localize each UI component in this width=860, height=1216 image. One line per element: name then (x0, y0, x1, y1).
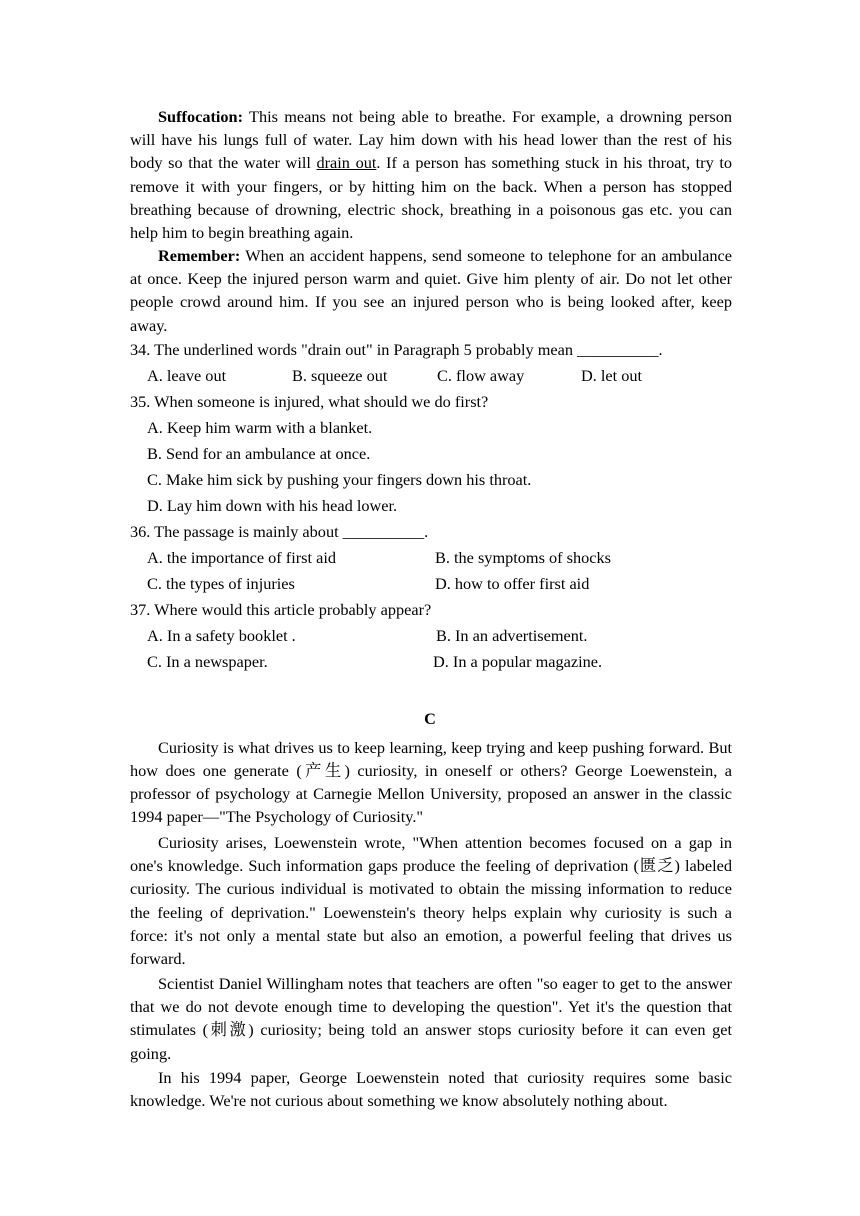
q37-option-b: B. In an advertisement. (436, 626, 588, 645)
q36-option-d: D. how to offer first aid (435, 574, 590, 593)
remember-paragraph (130, 244, 732, 337)
q37-option-d: D. In a popular magazine. (433, 652, 603, 671)
question-37-stem: 37. Where would this article probably appear? (130, 600, 432, 619)
underlined-drain-out: drain out (316, 153, 377, 173)
q36-option-a: A. the importance of first aid (147, 548, 336, 567)
q36-option-c: C. the types of injuries (147, 574, 295, 593)
section-c-paragraph-4: In his 1994 paper, George Loewenstein noted that curiosity requires some basic knowledge. We're not curious about something we know absolutely nothing about. (130, 1068, 732, 1111)
remember-label: Remember: (158, 246, 241, 265)
q35-option-a: A. Keep him warm with a blanket. (147, 418, 373, 437)
q36-option-b: B. the symptoms of shocks (435, 548, 611, 567)
section-c-paragraph-3: Scientist Daniel Willingham notes that teachers are often "so eager to get to the answer that we do not devote enough time to developing the question". Yet it's the question that stimulates (刺激) curiosity; being told an answer stops curiosity before it can even get going. (130, 974, 732, 1063)
question-34-stem: 34. The underlined words "drain out" in Paragraph 5 probably mean __________. (130, 340, 663, 359)
section-c-paragraph-1: Curiosity is what drives us to keep learning, keep trying and keep pushing forward. But how does one generate (产生) curiosity, in oneself or others? George Loewenstein, a professor of psychology at Carnegie Mellon University, proposed an answer in the classic 1994 paper—"The Psychology of Curiosity." (130, 738, 732, 826)
q35-option-d: D. Lay him down with his head lower. (147, 496, 398, 515)
q34-option-b: B. squeeze out (292, 366, 388, 385)
q34-option-a: A. leave out (147, 366, 227, 385)
suffocation-paragraph (130, 105, 732, 244)
q34-option-c: C. flow away (437, 366, 525, 385)
question-36-stem: 36. The passage is mainly about __________. (130, 522, 429, 541)
suffocation-text-after: . If a person has something stuck in his throat, try to remove it with your fingers, or by hitting him on the back. When a person has stopped breathing because of drowning, electric shock, breathing in a poisonous gas etc. you can help him to begin breathing again. (130, 153, 733, 243)
question-35-stem: 35. When someone is injured, what should we do first? (130, 392, 489, 411)
section-c-heading: C (424, 709, 436, 728)
q34-option-d: D. let out (581, 366, 643, 385)
suffocation-label: Suffocation: (158, 107, 244, 126)
section-c-paragraph-2: Curiosity arises, Loewenstein wrote, "When attention becomes focused on a gap in one's knowledge. Such information gaps produce the feeling of deprivation (匮乏) labeled curiosity. The curious individual is motivated to obtain the missing information to reduce the feeling of deprivation." Loewenstein's theory helps explain why curiosity is such a force: it's not only a mental state but also an emotion, a powerful feeling that drives us forward. (130, 833, 732, 969)
remember-text: When an accident happens, send someone to telephone for an ambulance at once. Keep the injured person warm and quiet. Give him plenty of air. Do not let other people crowd around him. If you see an injured person who is being looked after, keep away. (130, 246, 732, 335)
q35-option-c: C. Make him sick by pushing your fingers down his throat. (147, 470, 532, 489)
q35-option-b: B. Send for an ambulance at once. (147, 444, 371, 463)
q37-option-a: A. In a safety booklet . (147, 626, 296, 645)
q37-option-c: C. In a newspaper. (147, 652, 268, 671)
suffocation-text-before: This means not being able to breathe. For example, a drowning person will have his lungs full of water. Lay him down with his head lower than the rest of his body so that the water will (130, 107, 732, 173)
